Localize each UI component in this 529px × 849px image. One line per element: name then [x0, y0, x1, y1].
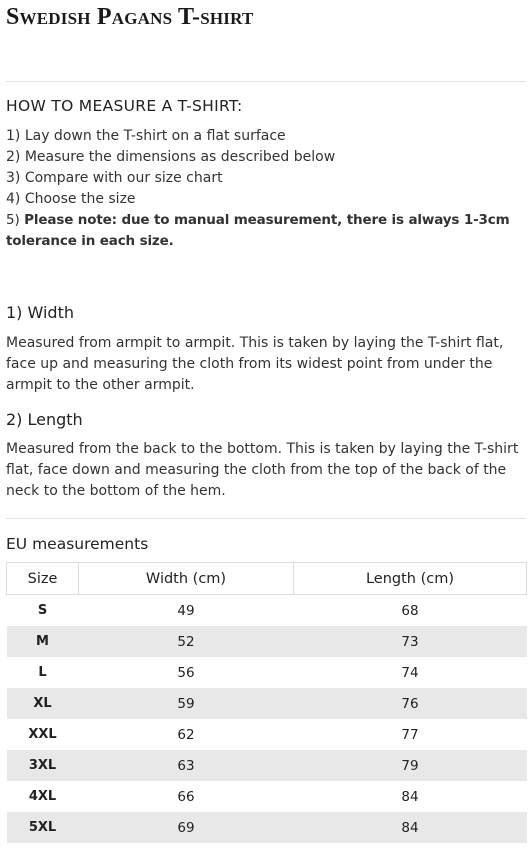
size-cell: L — [7, 657, 79, 688]
size-cell: XL — [7, 688, 79, 719]
table-row — [7, 719, 527, 750]
size-cell: S — [7, 595, 79, 627]
eu-measurements-heading: EU measurements — [6, 535, 149, 553]
step-item: 3) Compare with our size chart — [6, 170, 223, 186]
note-number: 5) — [6, 212, 20, 228]
width-cell: 62 — [79, 719, 294, 750]
table-row — [7, 688, 527, 719]
length-cell: 84 — [294, 781, 527, 812]
length-cell: 79 — [294, 750, 527, 781]
step-item: 2) Measure the dimensions as described below — [6, 149, 336, 165]
width-cell: 66 — [79, 781, 294, 812]
column-header-size: Size — [7, 563, 79, 595]
width-cell: 63 — [79, 750, 294, 781]
length-heading: 2) Length — [6, 410, 83, 429]
tolerance-note — [6, 210, 521, 252]
length-cell: 77 — [294, 719, 527, 750]
width-cell: 49 — [79, 595, 294, 627]
width-cell: 59 — [79, 688, 294, 719]
length-cell: 73 — [294, 626, 527, 657]
table-row — [7, 595, 527, 627]
width-cell: 69 — [79, 812, 294, 843]
size-chart-table — [6, 562, 527, 843]
table-row — [7, 812, 527, 843]
length-description: Measured from the back to the bottom. This is taken by laying the T-shirt flat, face down and measuring the cloth from the top of the back of the neck to the bottom of the hem. — [6, 441, 519, 499]
measure-steps-list — [6, 126, 521, 252]
table-row — [7, 750, 527, 781]
product-title: Swedish Pagans T-shirt — [6, 4, 254, 30]
length-cell: 76 — [294, 688, 527, 719]
size-cell: 4XL — [7, 781, 79, 812]
length-cell: 68 — [294, 595, 527, 627]
length-cell: 84 — [294, 812, 527, 843]
table-row — [7, 657, 527, 688]
width-heading: 1) Width — [6, 303, 74, 322]
how-to-measure-heading: HOW TO MEASURE A T-SHIRT: — [6, 97, 243, 115]
column-header-length: Length (cm) — [294, 563, 527, 595]
title-divider — [6, 81, 526, 82]
width-cell: 52 — [79, 626, 294, 657]
size-cell: M — [7, 626, 79, 657]
table-row — [7, 626, 527, 657]
note-text: Please note: due to manual measurement, there is always 1-3cm tolerance in each size. — [6, 212, 510, 249]
size-cell: 5XL — [7, 812, 79, 843]
width-cell: 56 — [79, 657, 294, 688]
width-description: Measured from armpit to armpit. This is taken by laying the T-shirt flat, face up and measuring the cloth from its widest point from under the armpit to the other armpit. — [6, 335, 504, 393]
step-item: 1) Lay down the T-shirt on a flat surface — [6, 128, 286, 144]
size-cell: 3XL — [7, 750, 79, 781]
size-cell: XXL — [7, 719, 79, 750]
length-cell: 74 — [294, 657, 527, 688]
section-divider — [6, 518, 526, 519]
step-item: 4) Choose the size — [6, 191, 136, 207]
table-row — [7, 781, 527, 812]
table-header-row — [7, 563, 527, 595]
column-header-width: Width (cm) — [79, 563, 294, 595]
